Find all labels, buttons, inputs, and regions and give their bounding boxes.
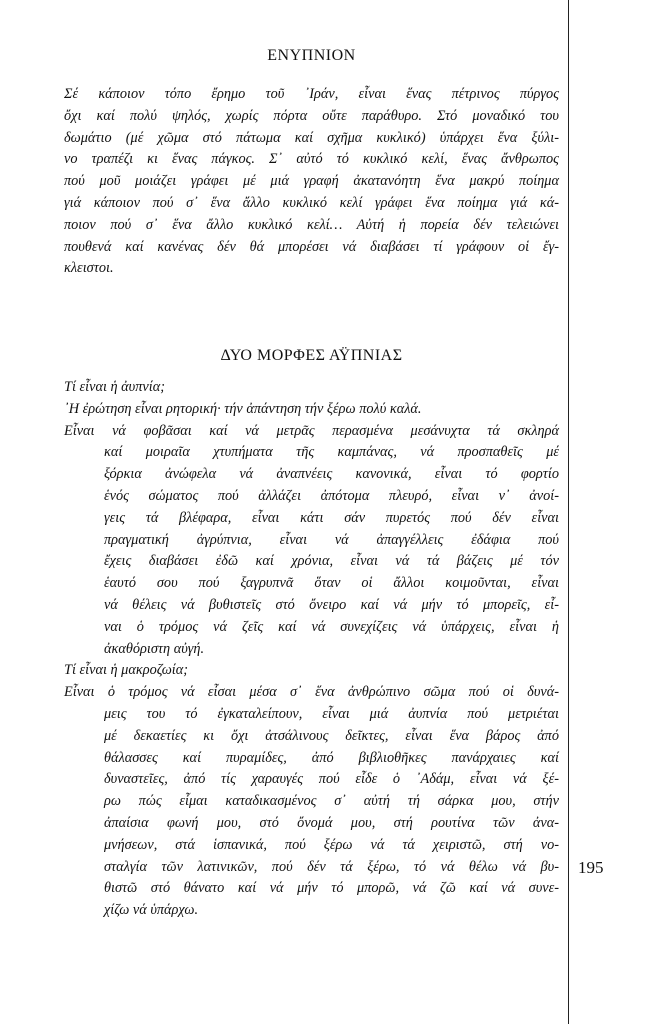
section2-body [64,377,559,922]
text-line: μνήσεων, στά ἱσπανικά, πού ξέρω νά τά χειριστῶ, στή νο- [104,836,559,853]
section-title-dyo-morfes: ΔΥΟ ΜΟΡΦΕΣ ΑΫΠΝΙΑΣ [220,347,403,364]
answer1-block [64,399,559,661]
text-line: ρω πώς εἶμαι καταδικασμένος σ᾿ αὐτή τή σάρκα μου, στήν [104,793,559,810]
text-line: ἀκαθόριστη αὐγή. [104,640,205,657]
text-line: σταλγία τῶν λατινικῶν, πού δέν τά ξέρω, τό νά θέλω νά βυ- [104,858,559,875]
right-margin-rule [568,0,569,1024]
text-line: νά θέλεις νά βυθιστεῖς στό ὄνειρο καί νά μήν τό μπορεῖς, εἶ- [104,596,559,613]
page-number: 195 [578,858,604,877]
text-line: ξόρκια ἀνώφελα νά ἀναπνέεις κανονικά, εἶναι τό φορτίο [104,466,559,483]
text-line: γεις τά βλέφαρα, εἶναι κάτι σάν πυρετός πού δέν εἶναι [104,509,559,526]
section1-paragraph [64,84,559,280]
text-line: μέ δεκαετίες κι ὄχι ἀτσάλινους δεῖκτες, εἶναι ἕνα βάρος ἀπό [104,727,559,744]
section-title-enypnion: ΕΝΥΠΝΙΟΝ [267,47,356,64]
text-line: νο τραπέζι κι ἕνας πάγκος. Σ᾿ αὐτό τό κυκλικό κελί, ἕνας ἄνθρωπος [64,151,559,168]
text-line: ἔχεις διαβάσει ἐδῶ καί χρόνια, εἶναι νά τά βάζεις μέ τόν [104,553,559,570]
text-line: ᾿Η ἐρώτηση εἶναι ρητορική· τήν ἀπάντηση τήν ξέρω πολύ καλά. [64,400,422,417]
text-line: ἑνός σώματος πού ἀλλάζει ἀπότομα πλευρό, εἶναι ν᾿ ἀνοί- [104,487,559,504]
question-line: Τί εἶναι ἡ μακροζωία; [64,662,189,679]
text-line: καί μοιραῖα χτυπήματα τῆς καμπάνας, νά προσπαθεῖς μέ [104,444,559,461]
text-line: χίζω νά ὑπάρχω. [104,902,199,919]
text-line: δωμάτιο (μέ χῶμα στό πάτωμα καί σχῆμα κυκλικό) ὑπάρχει ἕνα ξύλι- [64,129,559,146]
text-line: Εἶναι νά φοβᾶσαι καί νά μετρᾶς περασμένα μεσάνυχτα τά σκληρά [64,422,559,439]
text-line: γιά κάποιον πού σ᾿ ἕνα ἄλλο κυκλικό κελί γράφει ἕνα ποίημα γιά κά- [64,194,559,211]
question-line: Τί εἶναι ἡ ἀυπνία; [64,379,165,395]
text-line: ἑαυτό σου πού ξαγρυπνᾶ ὅταν οἱ ἄλλοι κοιμοῦνται, εἶναι [104,575,559,592]
text-line: δυναστεῖες, ἀπό τίς χαραυγές πού εἶδε ὁ ᾿Αδάμ, εἶναι νά ξέ- [104,771,559,788]
text-line: Σέ κάποιον τόπο ἔρημο τοῦ ᾿Ιράν, εἶναι ἕνας πέτρινος πύργος [64,86,559,102]
text-line: ποιον πού σ᾿ ἕνα ἄλλο κυκλικό κελί… Αὐτή ἡ πορεία δέν τελειώνει [64,216,559,233]
text-line: θιστῶ στό θάνατο καί νά μήν τό μπορῶ, νά ζῶ καί νά συνε- [104,880,559,897]
text-line: πουθενά καί κανένας δέν θά μπορέσει νά διαβάσει τί γράφουν οἱ ἔγ- [64,238,559,255]
text-line: ἀπαίσια φωνή μου, στό ὄνομά μου, στή ρουτίνα τῶν ἀνα- [104,814,559,831]
text-line: ναι ὁ τρόμος νά ζεῖς καί νά συνεχίζεις νά ὑπάρχεις, εἶναι ἡ [104,618,559,635]
text-line: πού μοῦ μοιάζει γράφει μέ μιά γραφή ἀκατανόητη ἕνα μακρύ ποίημα [64,173,559,190]
text-line: πραγματική ἀγρύπνια, εἶναι νά ἀπαγγέλλεις ἐδάφια πού [104,531,559,548]
text-line: ὄχι καί πολύ ψηλός, χωρίς πόρτα οὔτε παράθυρο. Στό μοναδικό του [64,107,559,124]
text-line: Εἶναι ὁ τρόμος νά εἶσαι μέσα σ᾿ ἕνα ἀνθρώπινο σῶμα πού οἱ δυνά- [64,684,559,701]
text-line: κλειστοι. [64,260,114,277]
text-line: θάλασσες καί πυραμίδες, ἀπό βιβλιοθῆκες πανάρχαιες καί [104,749,559,766]
answer2-block [64,682,559,922]
text-line: μεις του τό ἐγκαταλείπουν, εἶναι μιά ἀυπνία πού μετριέται [104,705,559,722]
